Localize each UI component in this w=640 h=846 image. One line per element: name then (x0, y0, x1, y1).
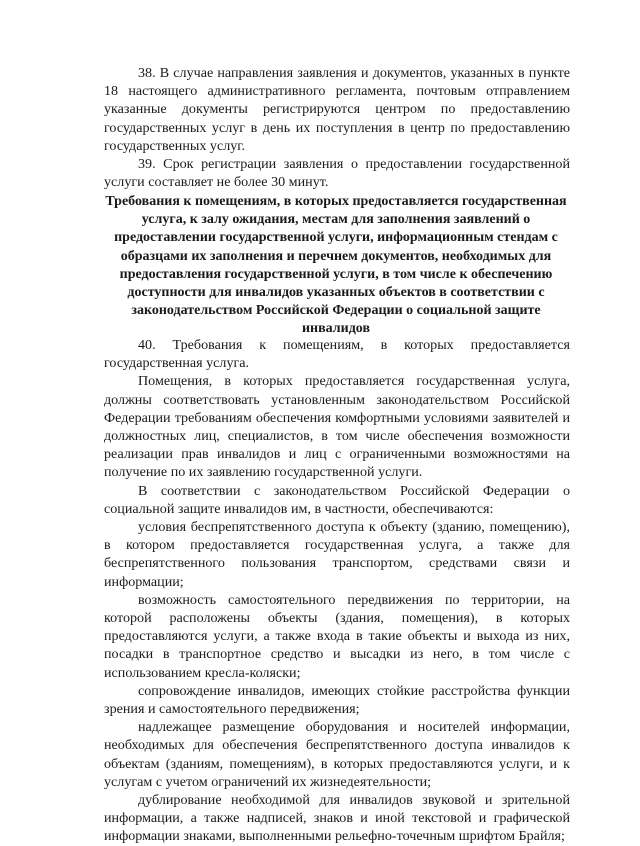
list-item-escort: сопровождение инвалидов, имеющих стойкие расстройства функции зрения и самостоятельного передвижения; (104, 682, 570, 718)
paragraph-39: 39. Срок регистрации заявления о предоставлении государственной услуги составляет не более 30 минут. (104, 156, 570, 191)
list-item-movement: возможность самостоятельного передвижения по территории, на которой расположены объекты (здания, помещения), в которых предоставляются услуги, а также входа в такие объекты и выхода из них, посадки в транспортное средство и высадки из него, в том числе с использованием кресла-коляски; (104, 591, 570, 681)
section-40-body (104, 336, 570, 846)
list-item-equipment-placement: надлежащее размещение оборудования и носителей информации, необходимых для обеспечения беспрепятственного доступа инвалидов к объектам (зданиям, помещениям), в которых предоставляются услуги, и к услугам с учетом ограничений их жизнедеятельности; (104, 719, 570, 790)
section-heading: Требования к помещениям, в которых предоставляется государственная услуга, к залу ожидания, местам для заполнения заявлений о предоставлении государственной услуги, информационным стендам с образцами их заполнения и перечнем документов, необходимых для предоставления государственной услуги, в том числе к обеспечению доступности для инвалидов указанных объектов в соответствии с законодательством Российской Федерации о социальной защите инвалидов (105, 194, 567, 337)
paragraphs-38-39 (104, 64, 570, 191)
list-item-braille-duplication: дублирование необходимой для инвалидов звуковой и зрительной информации, а также надписей, знаков и иной текстовой и графической информации знаками, выполненными рельефно-точечным шрифтом Брайля; (104, 792, 570, 845)
paragraph-disabled-rights: В соответствии с законодательством Российской Федерации о социальной защите инвалидов им, в частности, обеспечиваются: (104, 482, 570, 517)
list-item-access-conditions: условия беспрепятственного доступа к объекту (зданию, помещению), в котором предоставляется государственная услуга, а также для беспрепятственного пользования транспортом, средствами связи и информации; (104, 519, 570, 590)
paragraph-40: 40. Требования к помещениям, в которых предоставляется государственная услуга. (104, 337, 570, 372)
paragraph-38: 38. В случае направления заявления и документов, указанных в пункте 18 настоящего административного регламента, почтовым отправлением указанные документы регистрируются центром по предоставлению государственных услуг в день их поступления в центр по предоставлению государственных услуг. (104, 65, 570, 154)
paragraph-premises-requirements: Помещения, в которых предоставляется государственная услуга, должны соответствовать установленным законодательством Российской Федерации требованиям обеспечения комфортными условиями заявителей и должностных лиц, специалистов, в том числе обеспечения возможности реализации прав инвалидов и лиц с ограниченными возможностями на получение по их заявлению государственной услуги. (104, 373, 570, 481)
